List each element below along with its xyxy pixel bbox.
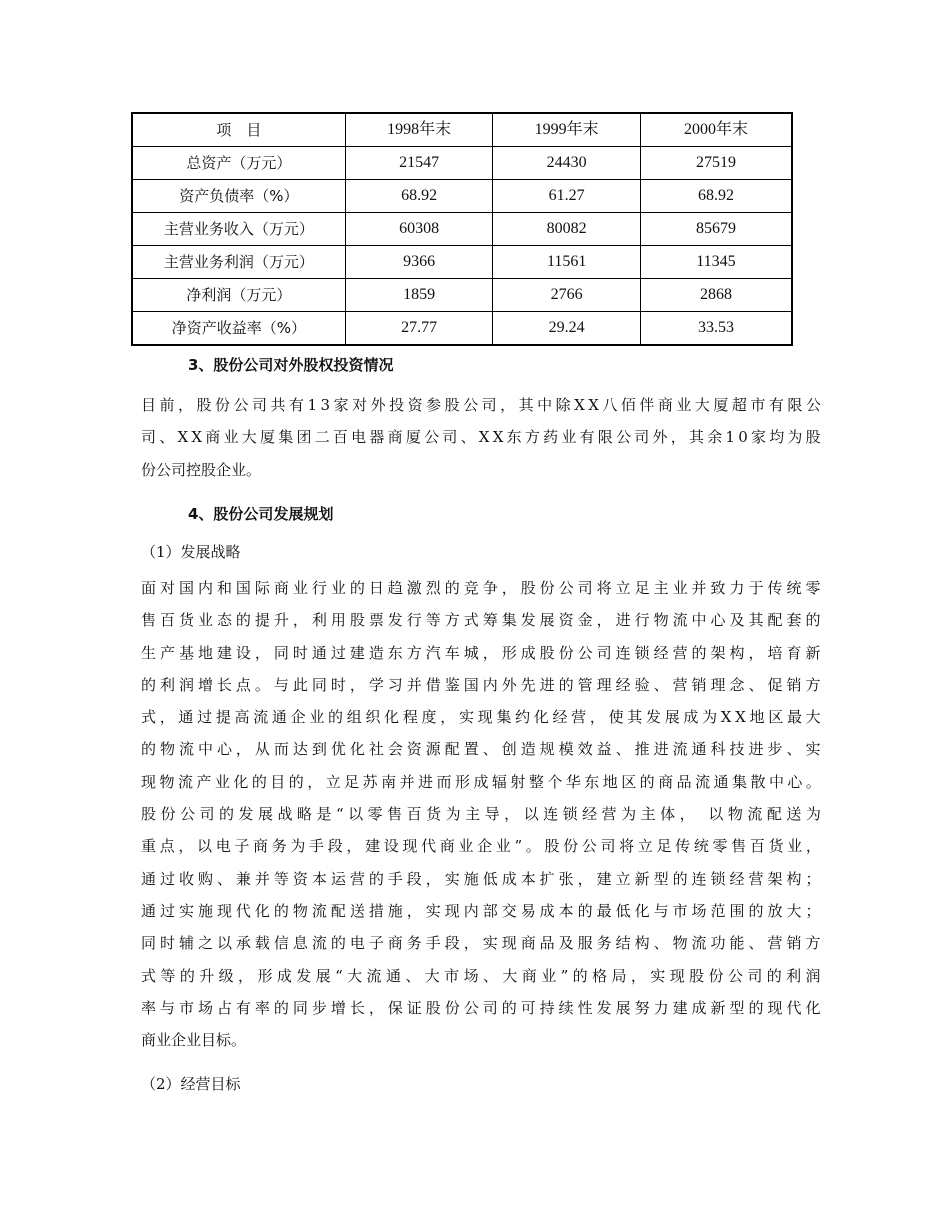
paragraph-line: 的 利 润 增 长 点 。 与 此 同 时 ， 学 习 并 借 鉴 国 内 外 先 进 的 管 理 经 验 、 营 销 理 念 、 促 销 方 bbox=[141, 675, 821, 694]
row-label: 资产负债率（%） bbox=[132, 180, 345, 213]
paragraph-line: 司 、 X X 商 业 大 厦 集 团 二 百 电 器 商 厦 公 司 、 X X 东 方 药 业 有 限 公 司 外 ， 其 余 1 0 家 均 为 股 bbox=[141, 428, 821, 447]
table-header-row bbox=[132, 113, 792, 147]
row-label: 主营业务利润（万元） bbox=[132, 246, 345, 279]
table-cell: 68.92 bbox=[345, 180, 493, 213]
paragraph-line: 的 物 流 中 心 ， 从 而 达 到 优 化 社 会 资 源 配 置 、 创 造 规 模 效 益 、 推 进 流 通 科 技 进 步 、 实 bbox=[141, 740, 821, 759]
table-cell: 33.53 bbox=[640, 312, 792, 346]
development-strategy-paragraph bbox=[141, 572, 821, 1056]
paragraph-line: 面 对 国 内 和 国 际 商 业 行 业 的 日 趋 激 烈 的 竞 争 ， 股 份 公 司 将 立 足 主 业 并 致 力 于 传 统 零 bbox=[141, 579, 821, 597]
header-cell-1998: 1998年末 bbox=[345, 113, 493, 147]
table-row bbox=[132, 180, 792, 213]
table-cell: 27.77 bbox=[345, 312, 493, 346]
table-cell: 85679 bbox=[640, 213, 792, 246]
table-cell: 2868 bbox=[640, 279, 792, 312]
table-cell: 68.92 bbox=[640, 180, 792, 213]
table-cell: 1859 bbox=[345, 279, 493, 312]
table-cell: 61.27 bbox=[493, 180, 641, 213]
table-row bbox=[132, 279, 792, 312]
table-row bbox=[132, 246, 792, 279]
header-cell-2000: 2000年末 bbox=[640, 113, 792, 147]
table-row bbox=[132, 147, 792, 180]
row-label: 净利润（万元） bbox=[132, 279, 345, 312]
paragraph-line: 商业企业目标。 bbox=[141, 1031, 247, 1050]
table-cell: 21547 bbox=[345, 147, 493, 180]
paragraph-line: 股 份 公 司 的 发 展 战 略 是 “ 以 零 售 百 货 为 主 导 ， 以 连 锁 经 营 为 主 体 ， 以 物 流 配 送 为 bbox=[141, 805, 821, 824]
header-cell-1999: 1999年末 bbox=[493, 113, 641, 147]
paragraph-line: 式 等 的 升 级 ， 形 成 发 展 “ 大 流 通 、 大 市 场 、 大 商 业 ” 的 格 局 ， 实 现 股 份 公 司 的 利 润 bbox=[141, 966, 821, 985]
subsection-development-strategy: （1）发展战略 bbox=[141, 543, 241, 561]
paragraph-line: 目 前 ， 股 份 公 司 共 有 1 3 家 对 外 投 资 参 股 公 司 ， 其 中 除 X X 八 佰 伴 商 业 大 厦 超 市 有 限 公 bbox=[141, 396, 821, 414]
paragraph-line: 现 物 流 产 业 化 的 目 的 ， 立 足 苏 南 并 进 而 形 成 辐 射 整 个 华 东 地 区 的 商 品 流 通 集 散 中 心 。 bbox=[141, 772, 821, 791]
table-cell: 60308 bbox=[345, 213, 493, 246]
table-cell: 27519 bbox=[640, 147, 792, 180]
paragraph-line: 通 过 收 购 、 兼 并 等 资 本 运 营 的 手 段 ， 实 施 低 成 本 扩 张 ， 建 立 新 型 的 连 锁 经 营 架 构 ； bbox=[141, 869, 821, 888]
table-row bbox=[132, 213, 792, 246]
section-4-heading: 4、股份公司发展规划 bbox=[188, 505, 334, 523]
table-cell: 11345 bbox=[640, 246, 792, 279]
paragraph-line: 份公司控股企业。 bbox=[141, 460, 262, 479]
paragraph-line: 生 产 基 地 建 设 ， 同 时 通 过 建 造 东 方 汽 车 城 ， 形 成 股 份 公 司 连 锁 经 营 的 架 构 ， 培 育 新 bbox=[141, 643, 821, 662]
paragraph-line: 同 时 辅 之 以 承 载 信 息 流 的 电 子 商 务 手 段 ， 实 现 商 品 及 服 务 结 构 、 物 流 功 能 、 营 销 方 bbox=[141, 934, 821, 953]
table-cell: 9366 bbox=[345, 246, 493, 279]
section-3-heading: 3、股份公司对外股权投资情况 bbox=[188, 356, 394, 374]
paragraph-line: 通 过 实 施 现 代 化 的 物 流 配 送 措 施 ， 实 现 内 部 交 易 成 本 的 最 低 化 与 市 场 范 围 的 放 大 ； bbox=[141, 901, 821, 920]
table-row bbox=[132, 312, 792, 346]
row-label: 总资产（万元） bbox=[132, 147, 345, 180]
table-cell: 11561 bbox=[493, 246, 641, 279]
paragraph-line: 率 与 市 场 占 有 率 的 同 步 增 长 ， 保 证 股 份 公 司 的 可 持 续 性 发 展 努 力 建 成 新 型 的 现 代 化 bbox=[141, 998, 821, 1017]
financial-summary-table bbox=[131, 112, 793, 346]
header-cell-item: 项 目 bbox=[132, 113, 345, 147]
table-cell: 24430 bbox=[493, 147, 641, 180]
subsection-business-goals: （2）经营目标 bbox=[141, 1075, 241, 1093]
table-cell: 2766 bbox=[493, 279, 641, 312]
section-3-paragraph bbox=[141, 389, 821, 486]
row-label: 净资产收益率（%） bbox=[132, 312, 345, 346]
table-cell: 80082 bbox=[493, 213, 641, 246]
paragraph-line: 重 点 ， 以 电 子 商 务 为 手 段 ， 建 设 现 代 商 业 企 业 ” 。 股 份 公 司 将 立 足 传 统 零 售 百 货 业 ， bbox=[141, 837, 821, 856]
row-label: 主营业务收入（万元） bbox=[132, 213, 345, 246]
table-cell: 29.24 bbox=[493, 312, 641, 346]
paragraph-line: 售 百 货 业 态 的 提 升 ， 利 用 股 票 发 行 等 方 式 筹 集 发 展 资 金 ， 进 行 物 流 中 心 及 其 配 套 的 bbox=[141, 611, 821, 630]
paragraph-line: 式 ， 通 过 提 高 流 通 企 业 的 组 织 化 程 度 ， 实 现 集 约 化 经 营 ， 使 其 发 展 成 为 X X 地 区 最 大 bbox=[141, 708, 821, 727]
